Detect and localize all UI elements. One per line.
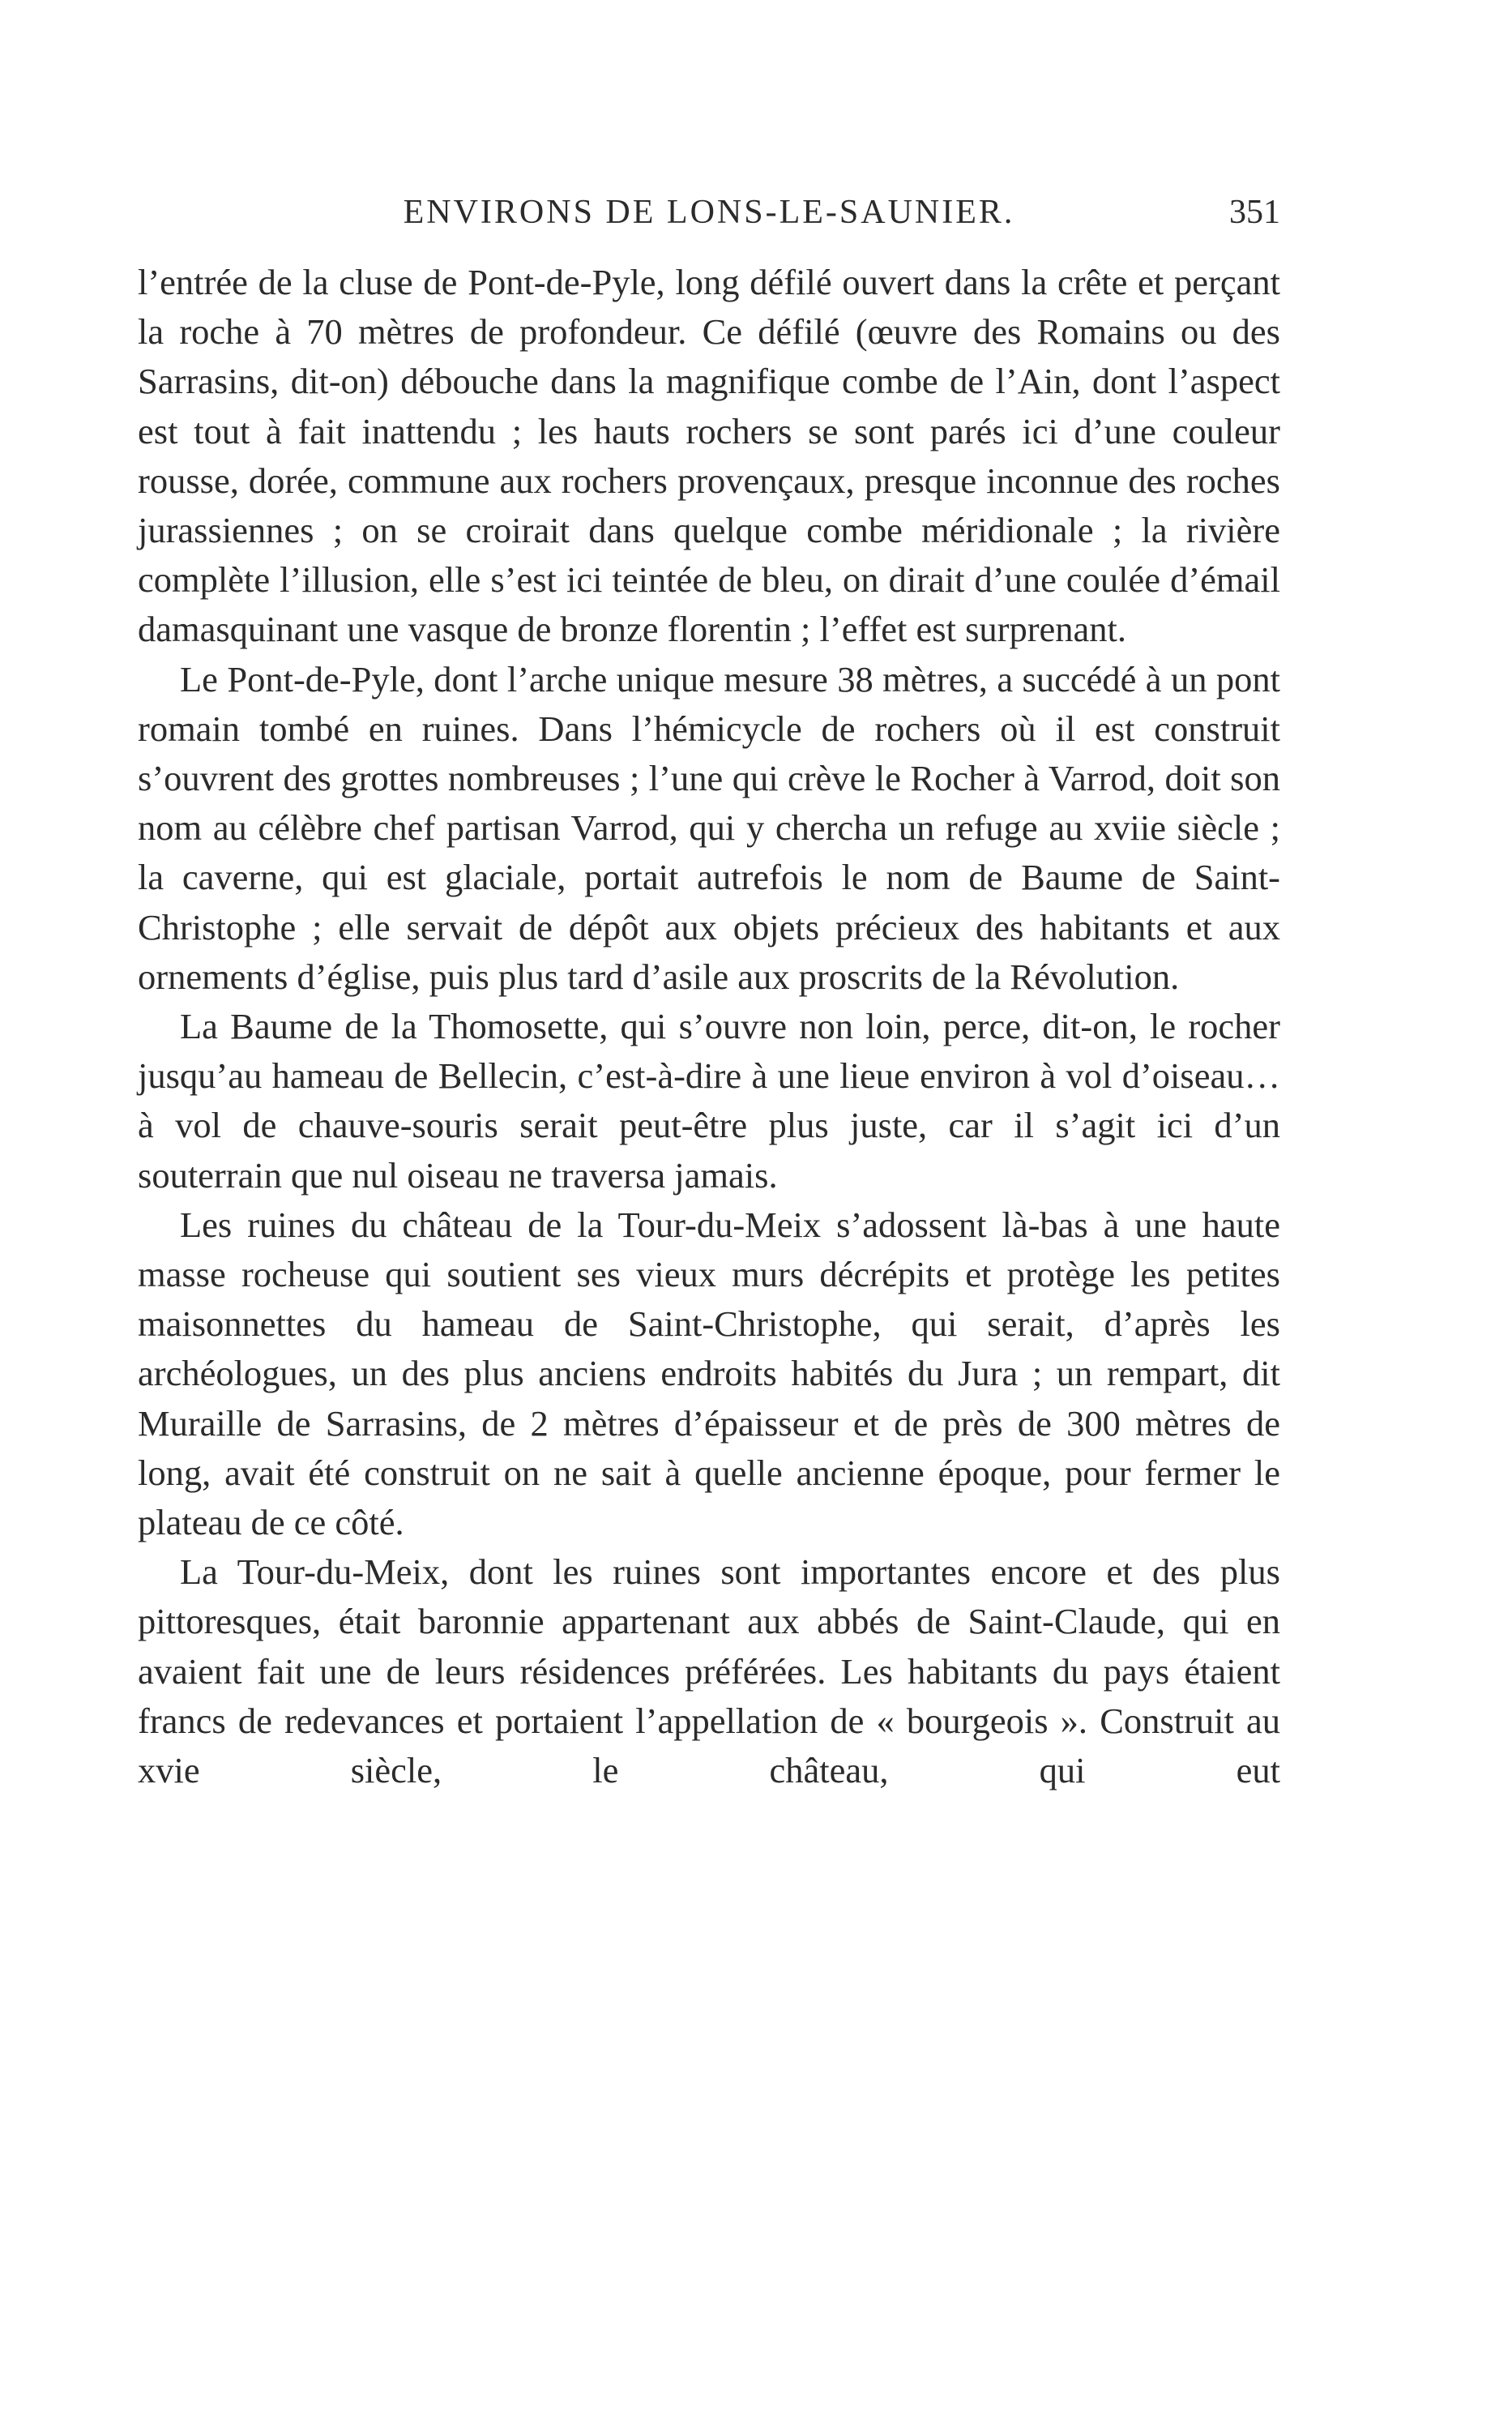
paragraph: l’entrée de la cluse de Pont-de-Pyle, long défilé ouvert dans la crête et perçant la roche à 70 mètres de profondeur. Ce défilé (œuvre des Romains ou des Sarrasins, dit-on) débouche dans la magnifique combe de l’Ain, dont l’aspect est tout à fait inattendu ; les hauts rochers se sont parés ici d’une couleur rousse, dorée, commune aux rochers provençaux, presque inconnue des roches jurassiennes ; on se croirait dans quelque combe méridionale ; la rivière complète l’illusion, elle s’est ici teintée de bleu, on dirait d’une coulée d’émail damasquinant une vasque de bronze florentin ; l’effet est surprenant. bbox=[138, 262, 1280, 650]
paragraph: La Tour-du-Meix, dont les ruines sont importantes encore et des plus pittoresques, était baronnie appartenant aux abbés de Saint-Claude, qui en avaient fait une de leurs résidences préférées. Les habitants du pays étaient francs de redevances et portaient l’appellation de « bourgeois ». Construit au xvie siècle, le château, qui eut bbox=[138, 1551, 1280, 1791]
paragraph: La Baume de la Thomosette, qui s’ouvre non loin, perce, dit-on, le rocher jusqu’au hameau de Bellecin, c’est-à-dire à une lieue environ à vol d’oiseau… à vol de chauve-souris serait peut-être plus juste, car il s’agit ici d’un souterrain que nul oiseau ne traversa jamais. bbox=[138, 1006, 1280, 1196]
paragraph: Les ruines du château de la Tour-du-Meix s’adossent là-bas à une haute masse rocheuse qui soutient ses vieux murs décrépits et protège les petites maisonnettes du hameau de Saint-Christophe, qui serait, d’après les archéologues, un des plus anciens endroits habités du Jura ; un rempart, dit Muraille de Sarrasins, de 2 mètres d’épaisseur et de près de 300 mètres de long, avait été construit on ne sait à quelle ancienne époque, pour fermer le plateau de ce côté. bbox=[138, 1204, 1280, 1543]
body-text bbox=[138, 258, 1280, 1795]
page-number: 351 bbox=[1229, 194, 1280, 231]
running-head bbox=[138, 188, 1280, 237]
paragraph: Le Pont-de-Pyle, dont l’arche unique mesure 38 mètres, a succédé à un pont romain tombé en ruines. Dans l’hémicycle de rochers où il est construit s’ouvrent des grottes nombreuses ; l’une qui crève le Rocher à Varrod, doit son nom au célèbre chef partisan Varrod, qui y chercha un refuge au xviie siècle ; la caverne, qui est glaciale, portait autrefois le nom de Baume de Saint-Christophe ; elle servait de dépôt aux objets précieux des habitants et aux ornements d’église, puis plus tard d’asile aux proscrits de la Révolution. bbox=[138, 658, 1280, 997]
running-title: ENVIRONS DE LONS-LE-SAUNIER. bbox=[403, 194, 1015, 231]
